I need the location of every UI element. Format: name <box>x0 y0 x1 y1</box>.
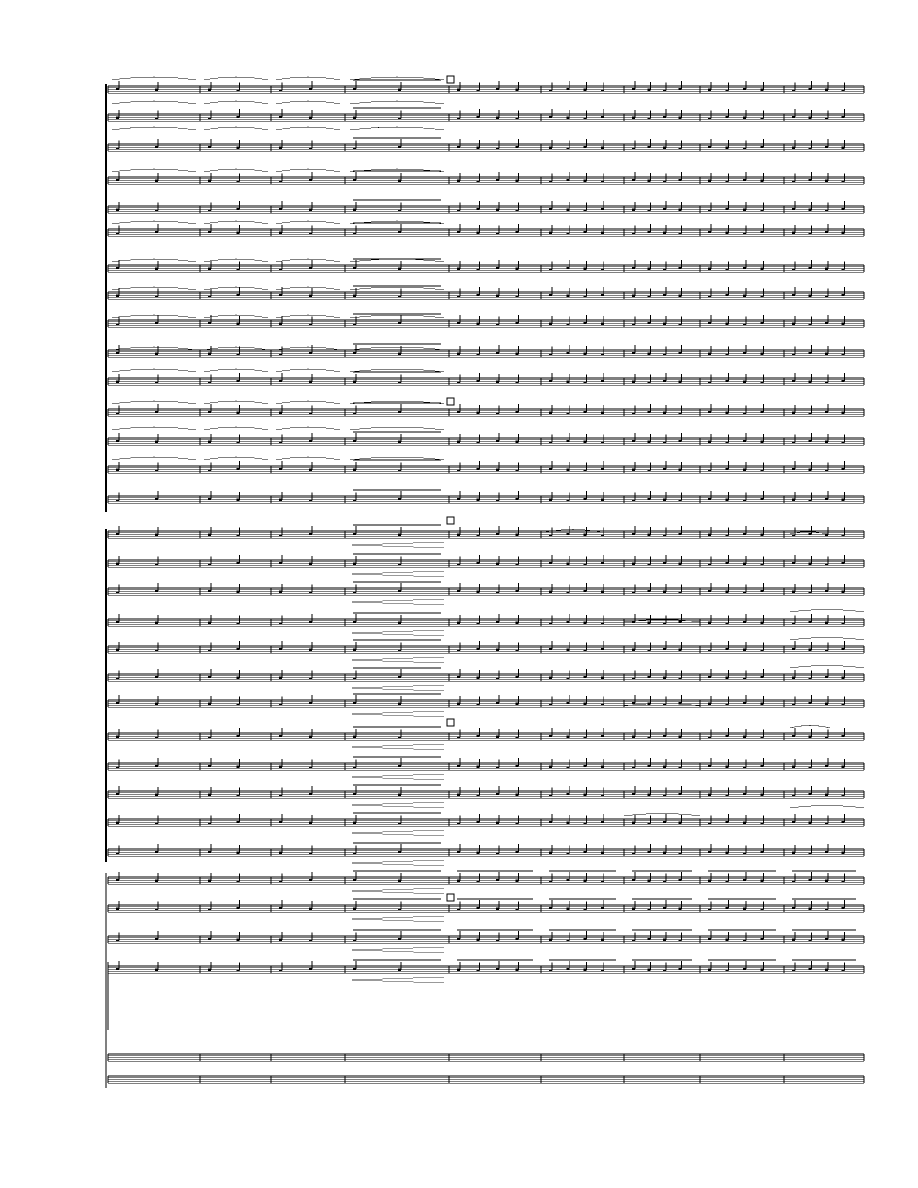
hairpin <box>352 977 444 983</box>
hairpin <box>352 888 444 894</box>
slur <box>276 259 340 262</box>
rehearsal-box <box>447 398 454 405</box>
hairpin <box>352 630 444 636</box>
slur <box>204 127 268 130</box>
notation-group <box>116 80 856 983</box>
slur <box>204 259 268 262</box>
slur <box>276 401 340 404</box>
slur <box>790 806 864 809</box>
slur <box>276 169 340 172</box>
slur <box>350 101 444 104</box>
hairpin <box>352 830 444 836</box>
slur <box>112 221 196 224</box>
rehearsal-box <box>447 719 454 726</box>
slur <box>204 77 268 80</box>
hairpin <box>352 657 444 663</box>
slur <box>112 347 196 350</box>
rehearsal-box <box>447 517 454 524</box>
slur <box>204 287 268 290</box>
slur <box>790 638 864 641</box>
slur <box>276 77 340 80</box>
slur <box>276 369 340 372</box>
slur <box>276 315 340 318</box>
slur <box>276 101 340 104</box>
slur <box>112 369 196 372</box>
slur <box>350 287 444 290</box>
slur <box>204 457 268 460</box>
rehearsal-box <box>447 76 454 83</box>
slur <box>204 347 268 350</box>
slur <box>624 814 700 817</box>
slur <box>204 369 268 372</box>
slur <box>204 427 268 430</box>
slur <box>790 666 864 669</box>
slur <box>204 401 268 404</box>
staff-group <box>108 86 864 1083</box>
hairpin <box>352 599 444 605</box>
slur <box>276 347 340 350</box>
slur <box>112 101 196 104</box>
rehearsal-marks <box>447 76 454 901</box>
hairpin <box>352 744 444 750</box>
hairpin <box>352 947 444 953</box>
slur <box>350 315 444 318</box>
rehearsal-box <box>447 894 454 901</box>
hairpin <box>352 711 444 717</box>
slur <box>276 221 340 224</box>
slur <box>112 401 196 404</box>
slur <box>112 315 196 318</box>
slur <box>112 77 196 80</box>
slur <box>350 427 444 430</box>
slur <box>112 259 196 262</box>
hairpin <box>352 685 444 691</box>
slur <box>112 427 196 430</box>
hairpin <box>352 916 444 922</box>
hairpin <box>352 860 444 866</box>
slur <box>350 127 444 130</box>
slur <box>204 315 268 318</box>
slur <box>350 347 444 350</box>
slur <box>276 457 340 460</box>
hairpin <box>352 774 444 780</box>
slur <box>112 287 196 290</box>
slur <box>790 726 830 729</box>
slur <box>276 287 340 290</box>
slur <box>276 427 340 430</box>
slur <box>204 221 268 224</box>
hairpin <box>352 542 444 548</box>
slur <box>790 610 864 613</box>
slur <box>276 127 340 130</box>
slur <box>112 169 196 172</box>
slur <box>112 127 196 130</box>
slur <box>204 101 268 104</box>
hairpin <box>352 571 444 577</box>
slur <box>204 169 268 172</box>
slur <box>112 457 196 460</box>
hairpin <box>352 802 444 808</box>
